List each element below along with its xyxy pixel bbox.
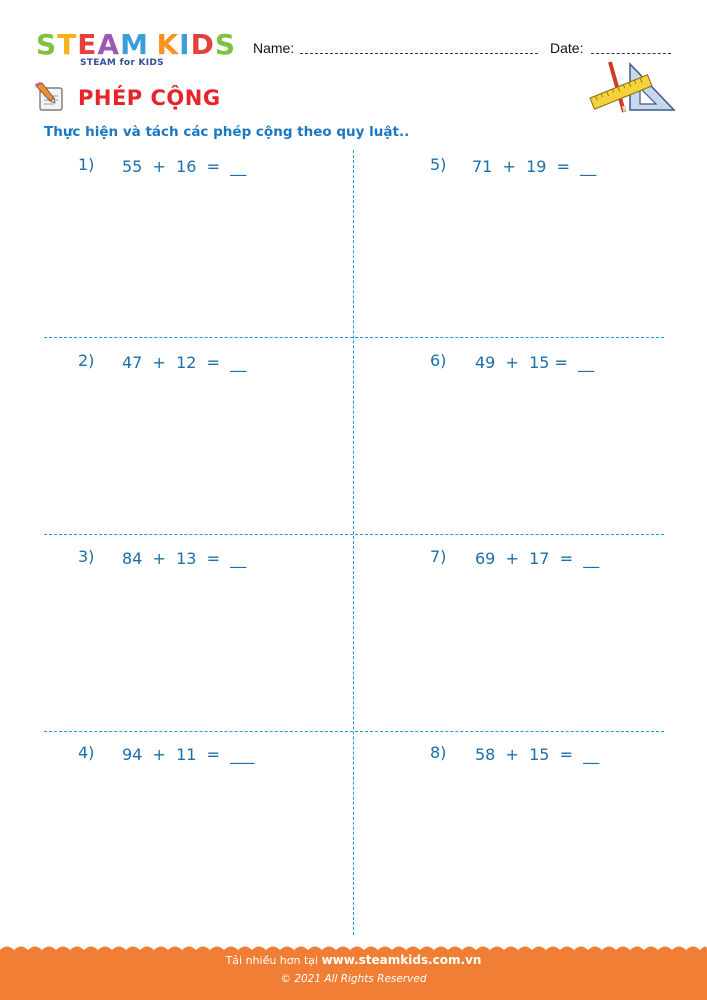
date-label: Date: — [550, 40, 584, 56]
problem-expression: 71 + 19 = __ — [472, 157, 597, 176]
problem-number: 1) — [78, 155, 95, 174]
logo-wordmark — [36, 30, 236, 60]
logo-letter: S — [36, 28, 58, 61]
footer — [0, 942, 707, 1000]
logo-letter: E — [77, 28, 98, 61]
logo-letter: M — [120, 28, 149, 61]
logo-letter: T — [57, 28, 78, 61]
logo-letter: D — [190, 28, 215, 61]
logo-letter: I — [179, 28, 191, 61]
footer-background — [0, 942, 707, 1000]
horizontal-divider — [44, 337, 664, 338]
name-label: Name: — [253, 40, 295, 56]
steam-kids-logo — [36, 30, 236, 72]
logo-letter: K — [156, 28, 180, 61]
date-field[interactable] — [591, 53, 671, 54]
problem-number: 3) — [78, 547, 95, 566]
horizontal-divider — [44, 731, 664, 732]
name-field[interactable] — [300, 53, 538, 54]
instruction-text: Thực hiện và tách các phép cộng theo quy luật.. — [44, 124, 410, 140]
problem-number: 6) — [430, 351, 447, 370]
pencil-paper-icon — [34, 82, 68, 114]
problem-expression: 84 + 13 = __ — [122, 549, 247, 568]
footer-credit — [0, 953, 707, 967]
problem-number: 7) — [430, 547, 447, 566]
problem-number: 5) — [430, 155, 447, 174]
logo-letter: S — [214, 28, 236, 61]
logo-subtitle: STEAM for KIDS — [80, 58, 164, 68]
logo-space — [149, 30, 156, 60]
problem-expression: 58 + 15 = __ — [475, 745, 600, 764]
vertical-divider — [353, 150, 354, 935]
logo-letter: A — [97, 28, 121, 61]
problem-expression: 49 + 15 = __ — [475, 353, 595, 372]
problem-expression: 47 + 12 = __ — [122, 353, 247, 372]
problem-expression: 94 + 11 = ___ — [122, 745, 255, 764]
footer-site-link[interactable]: www.steamkids.com.vn — [321, 953, 482, 967]
problem-expression: 55 + 16 = __ — [122, 157, 247, 176]
ruler-triangle-icon — [584, 60, 676, 116]
problem-number: 8) — [430, 743, 447, 762]
problem-expression: 69 + 17 = __ — [475, 549, 600, 568]
problem-number: 4) — [78, 743, 95, 762]
footer-copyright: © 2021 All Rights Reserved — [280, 973, 427, 985]
problem-number: 2) — [78, 351, 95, 370]
horizontal-divider — [44, 534, 664, 535]
page-title: PHÉP CỘNG — [78, 86, 221, 110]
footer-prefix: Tải nhiều hơn tại — [225, 954, 319, 967]
